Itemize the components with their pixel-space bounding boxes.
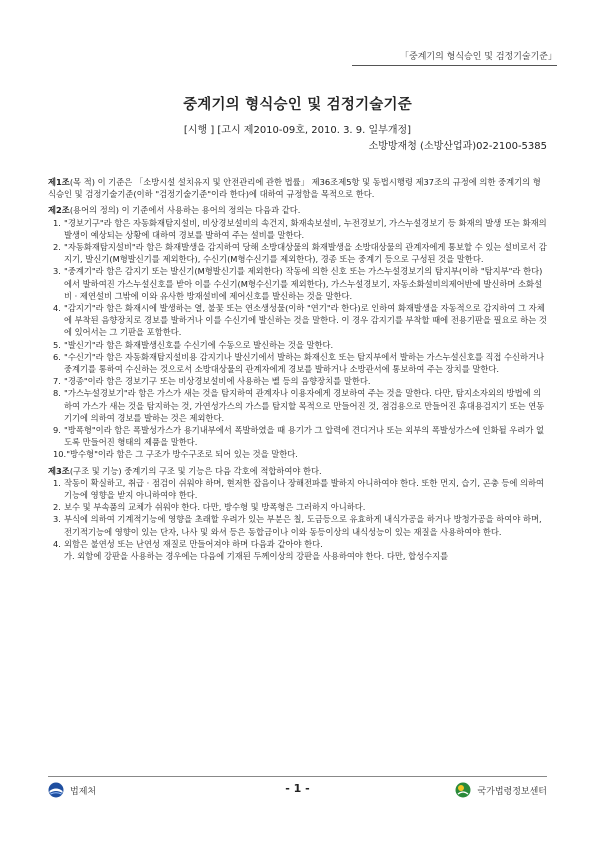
footer-right-label: 국가법령정보센터 <box>477 786 547 797</box>
list-item <box>48 424 547 448</box>
item-text: "자동화재탐지설비"라 함은 화재발생을 감지하여 당해 소방대상물의 화재발생을 소방대상물의 관계자에게 통보할 수 있는 설비로서 감지기, 발신기(M형발신기를 제외한다), 수신기(M형수신기를 제외한다), 경종 또는 중계기 등으로 구성된 것을 말한다. <box>64 242 547 265</box>
list-item <box>48 513 547 537</box>
item-text: "발신기"라 함은 화재발생신호를 수신기에 수동으로 발신하는 것을 말한다. <box>64 339 334 350</box>
footer-left-label: 법제처 <box>70 786 97 797</box>
item-number: 3. <box>53 514 61 525</box>
item-number: 7. <box>53 376 61 387</box>
article-label: 제3조 <box>48 465 70 476</box>
list-item <box>48 538 547 550</box>
article-label: 제1조 <box>48 177 70 187</box>
article-text: (용어의 정의) 이 기준에서 사용하는 용어의 정의는 다음과 같다. <box>69 205 301 216</box>
item-text: 보수 및 부속품의 교체가 쉬워야 한다. 다만, 방수형 및 방폭형은 그러하지 아니하다. <box>64 502 366 513</box>
article-3 <box>48 465 547 477</box>
item-text: "방폭형"이라 함은 폭발성가스가 용기내부에서 폭발하였을 때 용기가 그 압력에 견디거나 또는 외부의 폭발성가스에 인화될 우려가 없도록 만들어진 형태의 제품을 말한다. <box>64 425 544 448</box>
item-number: 1. <box>53 217 61 228</box>
document-header-tag: 「중계기의 형식승인 및 검정기술기준」 <box>352 49 557 66</box>
item-number: 3. <box>53 266 61 277</box>
item-text: "방수형"이라 함은 그 구조가 방수구조로 되어 있는 것을 말한다. <box>66 449 298 460</box>
item-number: 6. <box>53 351 61 362</box>
law-info-center-logo-icon <box>455 782 471 798</box>
item-number: 5. <box>53 339 61 350</box>
sub-item: 가. 외함에 강판을 사용하는 경우에는 다음에 기재된 두께이상의 강판을 사용하여야 한다. 다만, 합성수지를 <box>64 551 449 562</box>
item-number: 4. <box>53 538 61 549</box>
item-text: "감지기"라 함은 화재시에 발생하는 열, 불꽃 또는 연소생성물(이하 "연기"라 한다)로 인하여 화재발생을 자동적으로 감지하여 그 자체에 부착된 음향장치로 경보를 발하거나 이를 수신기에 발신하는 것을 말한다. 이 경우 감지기를 부착할 때에 전용기판을 필요로 하는 것에 있어서는 그 기판을 포함한다. <box>64 303 547 338</box>
list-item <box>48 339 547 351</box>
list-item <box>48 265 547 302</box>
footer-right <box>455 782 547 798</box>
list-item <box>48 302 547 339</box>
list-item <box>48 387 547 424</box>
item-text: "경보기구"라 함은 자동화재탐지설비, 비상경보설비의 속건지, 화재속보설비, 누전경보기, 가스누설경보기 등 화재의 발생 또는 화재의 발생이 예상되는 상황에 대하여 경보를 발하여 주는 설비를 말한다. <box>64 217 547 240</box>
item-text: "경종"이라 함은 경보기구 또는 비상경보설비에 사용하는 벨 등의 음향장치를 말한다. <box>64 376 371 387</box>
list-item <box>48 351 547 375</box>
list-item <box>48 501 547 513</box>
item-number: 4. <box>53 303 61 314</box>
item-number: 1. <box>53 477 61 488</box>
item-text: "수신기"라 함은 자동화재탐지설비용 감지기나 발신기에서 발하는 화재신호 또는 탐지부에서 발하는 가스누설신호를 직접 수신하거나 중계기를 통하여 수신하는 것으로서 소방대상물의 관계자에게 경보를 발하거나 소방관서에 통보하여 주는 장치를 말한다. <box>64 351 545 375</box>
list-item <box>48 448 547 460</box>
item-text: "중계기"라 함은 감지기 또는 발신기(M형발신기를 제외한다) 작동에 의한 신호 또는 가스누설경보기의 탐지부(이하 "탐지부"라 한다)에서 발하여진 가스누설신호를 받아 이를 수신기(M형수신기를 제외한다), 가스누설경보기, 자동소화설비의제어반에 발신하며 소화설비 · 제연설비 그밖에 이와 유사한 방재설비에 제어신호를 발신하는 것을 말한다. <box>64 266 543 301</box>
item-number: 9. <box>53 425 61 436</box>
article-2-items <box>48 217 547 461</box>
page-number: - 1 - <box>285 782 310 795</box>
ministry-contact: 소방방재청 (소방산업과)02-2100-5385 <box>368 141 547 152</box>
list-item <box>48 375 547 387</box>
article-2 <box>48 204 547 216</box>
item-text: 외함은 불연성 또는 난연성 재질로 만들어져야 하며 다음과 같아야 한다. <box>64 538 323 549</box>
footer-divider <box>48 776 547 777</box>
document-body <box>48 176 547 562</box>
item-text: "가스누설경보기"라 함은 가스가 새는 것을 탐지하여 관계자나 이용자에게 경보하여 주는 것을 말한다. 다만, 탐지소자외의 방법에 의하여 가스가 새는 것을 탐지하는 것, 가연성가스의 가스를 탐지할 목적으로 만들어진 것, 점검용으로 만들어진 휴대용검지기 또는 연동기기에 의하여 경보를 발하는 것은 제외한다. <box>64 388 545 423</box>
list-item <box>48 477 547 501</box>
article-text: (구조 및 기능) 중계기의 구조 및 기능은 다음 각호에 적합하여야 한다. <box>69 465 322 476</box>
list-item <box>48 217 547 241</box>
article-text: (목 적) 이 기준은 「소방시설 설치유지 및 안전관리에 관한 법률」 제36조제5항 및 동법시행령 제37조의 규정에 의한 중계기의 형식승인 및 검정기술기준(이하 "검정기술기준"이라 한다)에 대하여 규정함을 목적으로 한다. <box>48 177 541 200</box>
article-label: 제2조 <box>48 205 70 216</box>
item-text: 작동이 확실하고, 취급 · 점검이 쉬워야 하며, 현저한 잡음이나 장해전파를 발하지 아니하여야 한다. 또한 먼지, 습기, 곤충 등에 의하여 기능에 영향을 받지 아니하여야 한다. <box>64 477 545 501</box>
item-number: 8. <box>53 388 61 399</box>
article-3-items <box>48 477 547 562</box>
revision-info: [시행 ] [고시 제2010-09호, 2010. 3. 9. 일부개정] <box>183 125 412 136</box>
list-item <box>48 241 547 265</box>
item-number: 2. <box>53 502 61 513</box>
item-text: 부식에 의하여 기계적기능에 영향을 초래할 우려가 있는 부분은 칠, 도금등으로 유효하게 내식가공을 하거나 방청가공을 하여야 하며, 전기적기능에 영향이 있는 단자, 나사 및 와셔 등은 동합금이나 이와 동등이상의 내식성능이 있는 재질을 사용하여야 한다. <box>64 514 542 537</box>
item-number: 10. <box>53 449 67 460</box>
document-title: 중계기의 형식승인 및 검정기술기준 <box>183 97 412 113</box>
item-number: 2. <box>53 242 61 253</box>
article-1 <box>48 176 547 200</box>
